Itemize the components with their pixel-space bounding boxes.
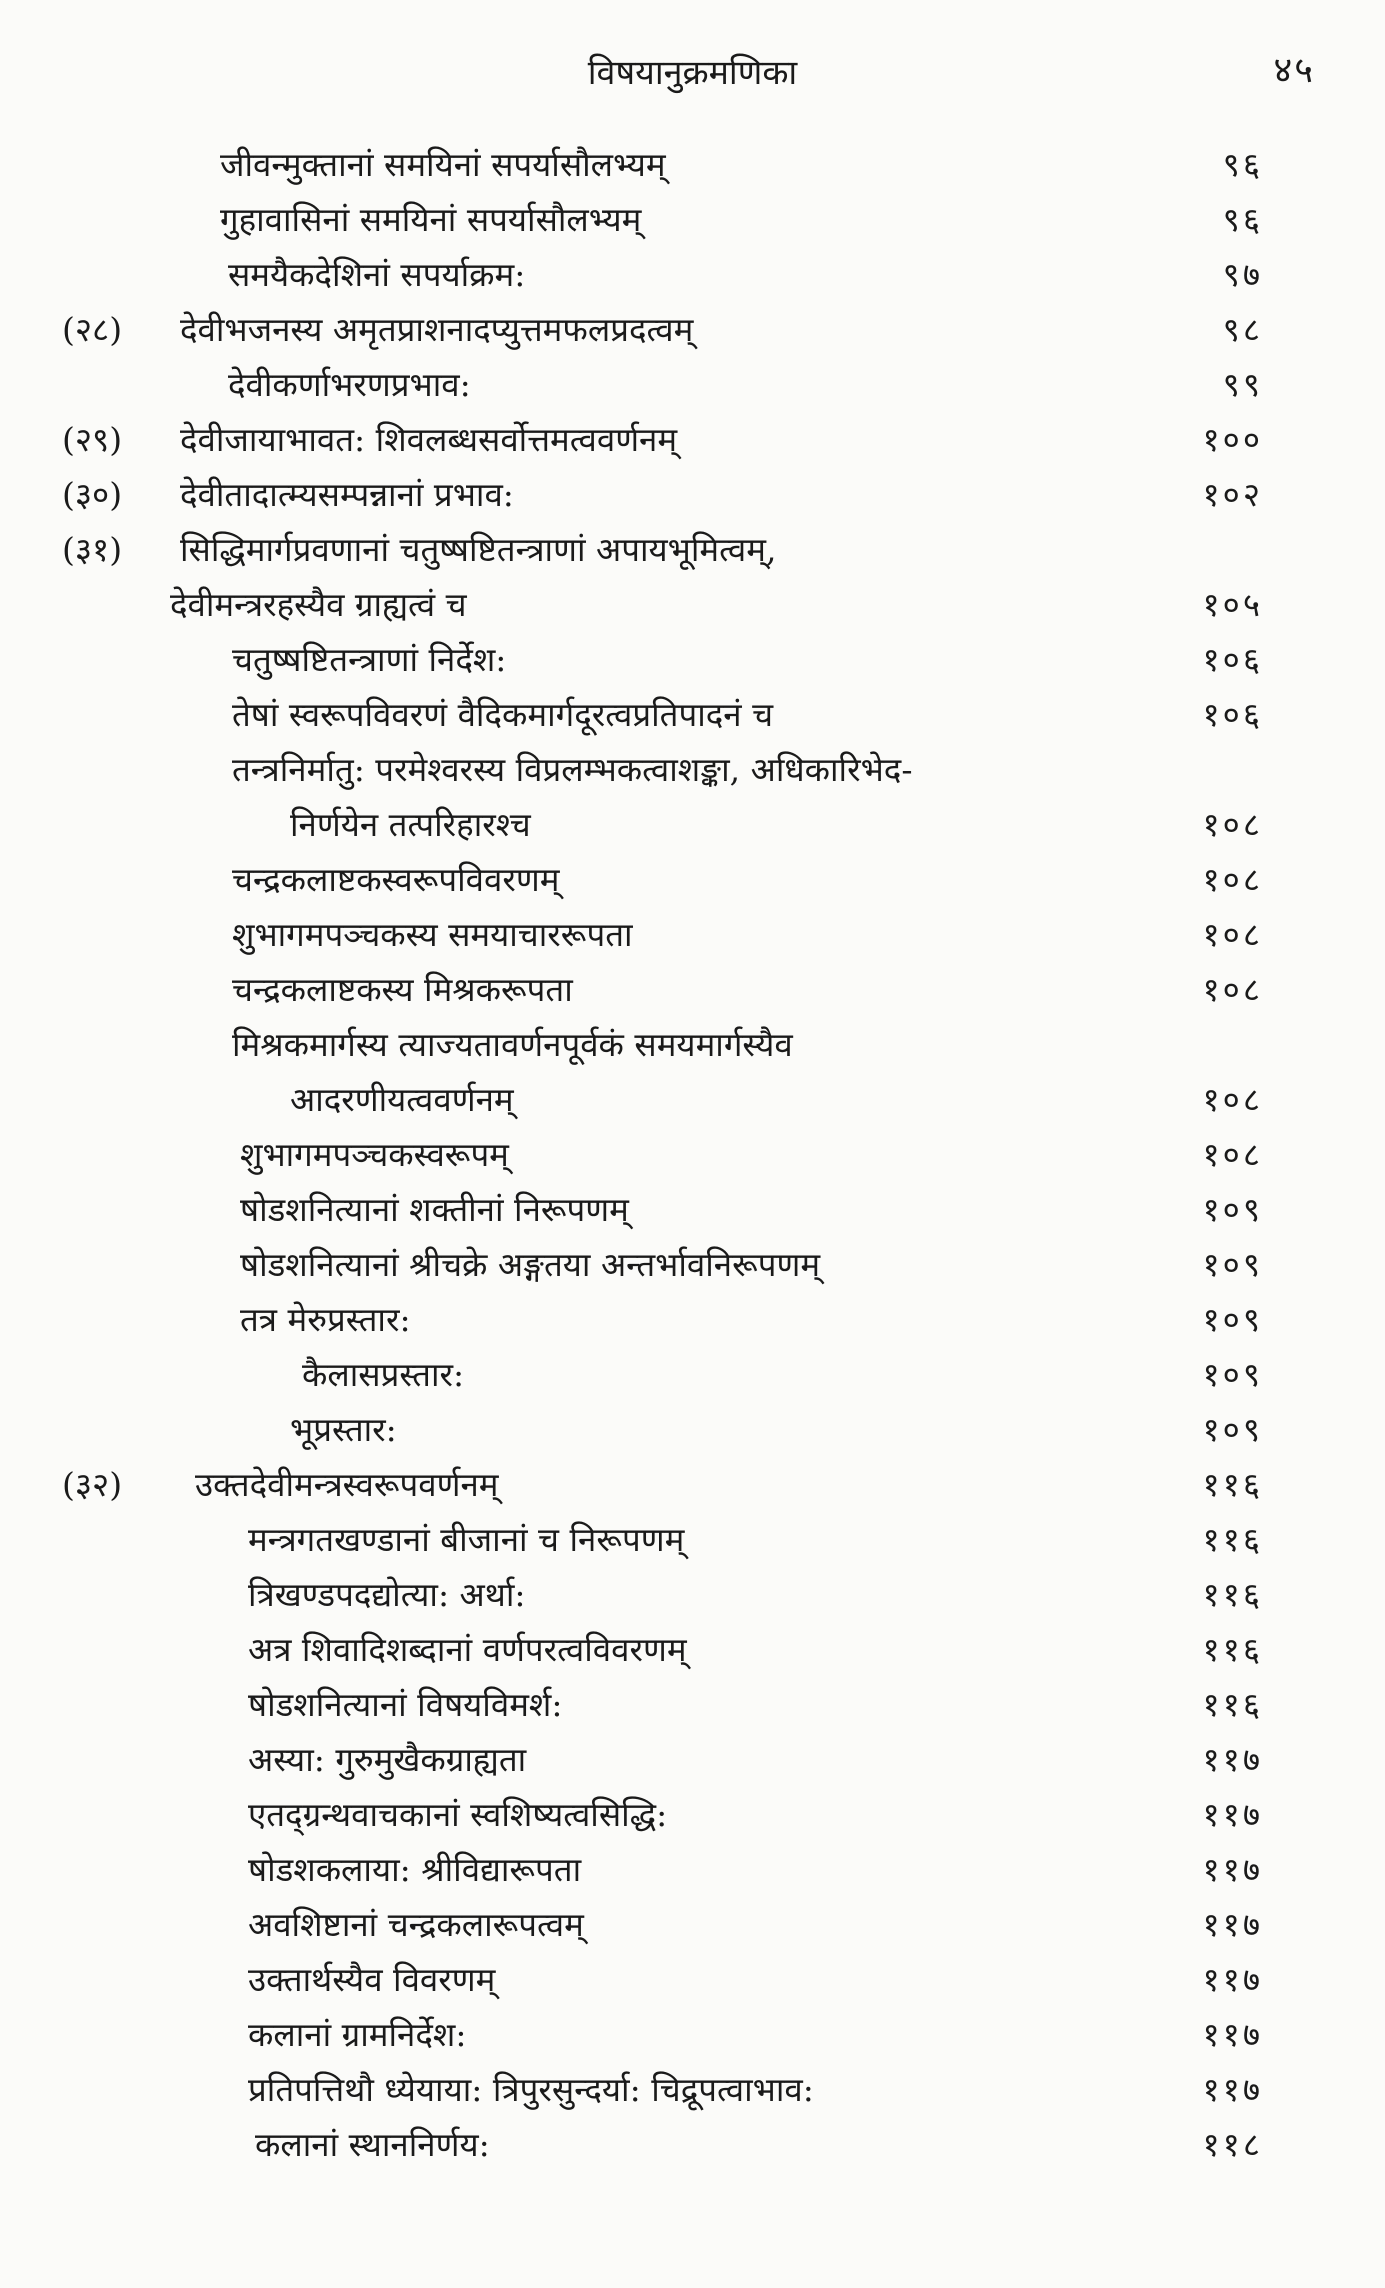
running-title: विषयानुक्रमणिका [587,53,798,93]
toc-entry [0,962,1385,1017]
entry-page-number: ११६ [1202,1630,1263,1669]
toc-entry [0,1292,1385,1347]
entry-page-number: १०८ [1202,970,1263,1009]
entry-title: षोडशनित्यानां शक्तीनां निरूपणम् [240,1190,629,1229]
entry-page-number: १०९ [1202,1355,1263,1394]
entry-page-number: ९७ [1222,255,1263,294]
entry-title: षोडशनित्यानां श्रीचक्रे अङ्गतया अन्तर्भावनिरूपणम् [240,1245,821,1284]
page-number: ४५ [1273,50,1315,91]
entry-page-number: १०८ [1202,1135,1263,1174]
entry-page-number: १०९ [1202,1300,1263,1339]
entry-title: अवशिष्टानां चन्द्रकलारूपत्वम् [248,1905,584,1944]
entry-title: कलानां ग्रामनिर्देश: [248,2015,467,2054]
toc-entry [0,797,1385,852]
toc-entry [0,1072,1385,1127]
entry-page-number: १०९ [1202,1410,1263,1449]
entry-page-number: १०८ [1202,860,1263,899]
entry-page-number: १०८ [1202,1080,1263,1119]
section-number: (२८) [62,310,123,349]
toc-entry [0,1127,1385,1182]
entry-page-number: ९९ [1222,365,1263,404]
entry-page-number: ११६ [1202,1575,1263,1614]
entry-page-number: ११७ [1202,1850,1263,1889]
entry-title: समयैकदेशिनां सपर्याक्रम: [228,255,526,294]
toc-entry [0,522,1385,577]
entry-title: तन्त्रनिर्मातु: परमेश्वरस्य विप्रलम्भकत्वाशङ्का, अधिकारिभेद- [232,750,913,789]
entry-page-number: १०९ [1202,1190,1263,1229]
toc-entry [0,2062,1385,2117]
entry-title: तत्र मेरुप्रस्तार: [240,1300,411,1339]
entry-title: देवीभजनस्य अमृतप्राशनादप्युत्तमफलप्रदत्वम् [180,310,694,349]
toc-entry [0,1512,1385,1567]
entry-page-number: ११७ [1202,2015,1263,2054]
toc-entry [0,2007,1385,2062]
toc-entry [0,1402,1385,1457]
entry-title: तेषां स्वरूपविवरणं वैदिकमार्गदूरत्वप्रतिपादनं च [232,695,774,734]
section-number: (२९) [62,420,123,459]
toc-entry [0,1732,1385,1787]
entry-title: शुभागमपञ्चकस्वरूपम् [240,1135,509,1174]
entry-page-number: ९८ [1222,310,1263,349]
entry-title: कलानां स्थाननिर्णय: [255,2125,490,2164]
toc-entry [0,1842,1385,1897]
toc-entry [0,1952,1385,2007]
entry-title: उक्तदेवीमन्त्रस्वरूपवर्णनम् [195,1465,499,1504]
entry-title: षोडशनित्यानां विषयविमर्श: [248,1685,563,1724]
entry-page-number: ११७ [1202,1740,1263,1779]
entry-title: आदरणीयत्ववर्णनम् [290,1080,514,1119]
entry-page-number: १०८ [1202,805,1263,844]
entry-page-number: ११७ [1202,1960,1263,1999]
entry-page-number: ११७ [1202,2070,1263,2109]
entry-title: चन्द्रकलाष्टकस्वरूपविवरणम् [232,860,560,899]
entry-page-number: १०९ [1202,1245,1263,1284]
entry-title: अत्र शिवादिशब्दानां वर्णपरत्वविवरणम् [248,1630,687,1669]
entry-title: एतद्ग्रन्थवाचकानां स्वशिष्यत्वसिद्धि: [248,1795,668,1834]
entry-page-number: ११७ [1202,1905,1263,1944]
entry-page-number: १०८ [1202,915,1263,954]
entry-page-number: ११८ [1202,2125,1263,2164]
entry-page-number: १०० [1202,420,1263,459]
table-of-contents [0,137,1385,2172]
toc-entry [0,1622,1385,1677]
toc-entry [0,412,1385,467]
toc-entry [0,1017,1385,1072]
entry-title: मन्त्रगतखण्डानां बीजानां च निरूपणम् [248,1520,685,1559]
entry-page-number: १०२ [1202,475,1263,514]
entry-page-number: ११६ [1202,1685,1263,1724]
entry-title: चन्द्रकलाष्टकस्य मिश्रकरूपता [232,970,573,1009]
entry-title: निर्णयेन तत्परिहारश्च [290,805,531,844]
entry-page-number: १०६ [1202,640,1263,679]
toc-entry [0,1787,1385,1842]
toc-entry [0,2117,1385,2172]
toc-entry [0,137,1385,192]
toc-entry [0,247,1385,302]
entry-title: देवीतादात्म्यसम्पन्नानां प्रभाव: [180,475,514,514]
toc-entry [0,1182,1385,1237]
entry-title: जीवन्मुक्तानां समयिनां सपर्यासौलभ्यम् [220,145,666,184]
entry-page-number: १०६ [1202,695,1263,734]
entry-page-number: ११७ [1202,1795,1263,1834]
toc-entry [0,687,1385,742]
toc-entry [0,1347,1385,1402]
toc-entry [0,907,1385,962]
section-number: (३१) [62,530,123,569]
toc-entry [0,192,1385,247]
toc-entry [0,742,1385,797]
entry-title: षोडशकलाया: श्रीविद्यारूपता [248,1850,582,1889]
toc-entry [0,632,1385,687]
toc-entry [0,1897,1385,1952]
entry-title: त्रिखण्डपदद्योत्या: अर्था: [248,1575,526,1614]
entry-title: गुहावासिनां समयिनां सपर्यासौलभ्यम् [220,200,642,239]
entry-title: देवीमन्त्ररहस्यैव ग्राह्यत्वं च [170,585,467,624]
toc-entry [0,1677,1385,1732]
entry-title: कैलासप्रस्तार: [302,1355,465,1394]
entry-page-number: ११६ [1202,1520,1263,1559]
entry-page-number: ९६ [1222,200,1263,239]
entry-title: देवीकर्णाभरणप्रभाव: [228,365,471,404]
entry-title: मिश्रकमार्गस्य त्याज्यतावर्णनपूर्वकं समयमार्गस्यैव [232,1025,793,1064]
entry-page-number: ११६ [1202,1465,1263,1504]
entry-title: उक्तार्थस्यैव विवरणम् [248,1960,496,1999]
entry-title: चतुष्षष्टितन्त्राणां निर्देश: [232,640,507,679]
section-number: (३२) [62,1465,123,1504]
section-number: (३०) [62,475,123,514]
entry-title: भूप्रस्तार: [290,1410,397,1449]
entry-title: अस्या: गुरुमुखैकग्राह्यता [248,1740,527,1779]
toc-entry [0,577,1385,632]
toc-entry [0,1237,1385,1292]
entry-title: प्रतिपत्तिथौ ध्येयाया: त्रिपुरसुन्दर्या: चिद्रूपत्वाभाव: [248,2070,814,2109]
toc-entry [0,302,1385,357]
page-header [0,0,1385,110]
toc-entry [0,852,1385,907]
entry-title: शुभागमपञ्चकस्य समयाचाररूपता [232,915,633,954]
toc-entry [0,467,1385,522]
entry-title: सिद्धिमार्गप्रवणानां चतुष्षष्टितन्त्राणां अपायभूमित्वम्, [180,530,777,569]
toc-entry [0,1567,1385,1622]
toc-entry [0,357,1385,412]
toc-entry [0,1457,1385,1512]
entry-title: देवीजायाभावत: शिवलब्धसर्वोत्तमत्ववर्णनम् [180,420,678,459]
entry-page-number: १०५ [1202,585,1263,624]
entry-page-number: ९६ [1222,145,1263,184]
